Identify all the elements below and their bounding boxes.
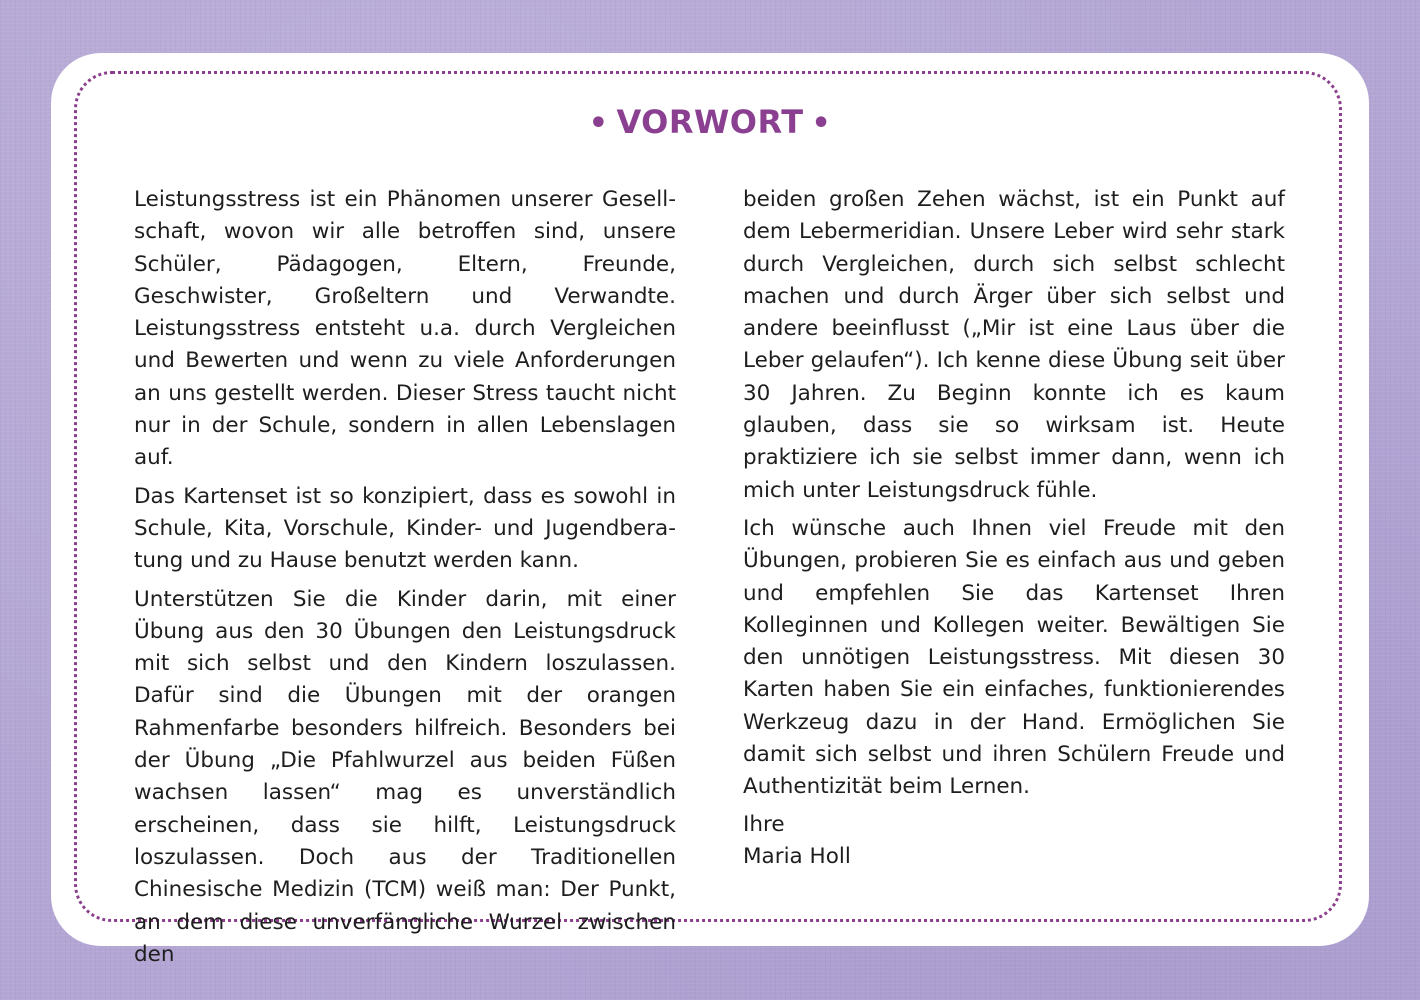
left-text-column bbox=[134, 184, 676, 977]
paragraph: beiden großen Zehen wächst, ist ein Punkt auf dem Lebermeridian. Unsere Leber wird sehr stark durch Vergleichen, durch sich selbst schlecht machen und durch Ärger über sich selbst und andere beeinflusst („Mir ist eine Laus über die Leber gelaufen“). Ich kenne diese Übung seit über 30 Jahren. Zu Beginn konnte ich es kaum glauben, dass sie so wirksam ist. Heute praktiziere ich sie selbst immer dann, wenn ich mich unter Leistungsdruck fühle. bbox=[743, 187, 1285, 503]
signature-closing: Ihre bbox=[743, 812, 785, 837]
signature-name: Maria Holl bbox=[743, 844, 851, 870]
bullet-right-icon: • bbox=[811, 106, 832, 141]
title-text: VORWORT bbox=[616, 103, 804, 141]
paragraph: Unterstützen Sie die Kinder darin, mit einer Übung aus den 30 Übungen den Leistungsdruck mit sich selbst und den Kindern loszulassen. Dafür sind die Übungen mit der orangen Rahmenfarbe besonders hilfreich. Besonders bei der Übung „Die Pfahlwurzel aus beiden Füßen wachsen lassen“ mag es unverständlich erscheinen, dass sie hilft, Leistungsdruck loszulassen. Doch aus der Traditionellen Chinesische Medizin (TCM) weiß man: Der Punkt, an dem diese unverfängliche Wurzel zwischen den bbox=[134, 586, 676, 967]
page-title bbox=[51, 103, 1369, 141]
signature-block bbox=[743, 809, 851, 874]
paragraph: Leistungsstress ist ein Phänomen unserer Gesellschaft, wovon wir alle betroffen sind, unsere Schüler, Pädagogen, Eltern, Freunde, Geschwister, Großeltern und Verwandte. Leistungsstress entsteht u.a. durch Vergleichen und Bewerten und wenn zu viele Anforderungen an uns gestellt werden. Dieser Stress taucht nicht nur in der Schule, sondern in allen Lebenslagen auf. bbox=[134, 187, 676, 471]
paragraph: Ich wünsche auch Ihnen viel Freude mit den Übungen, probieren Sie es einfach aus und geben und empfehlen Sie das Kartenset Ihren Kolleginnen und Kollegen weiter. Bewältigen Sie den unnötigen Leistungsstress. Mit diesen 30 Karten haben Sie ein einfaches, funktionierendes Werkzeug dazu in der Hand. Ermöglichen Sie damit sich selbst und ihren Schülern Freude und Authentizität beim Lernen. bbox=[743, 515, 1285, 800]
right-text-column bbox=[743, 184, 1285, 810]
paragraph: Das Kartenset ist so konzipiert, dass es sowohl in Schule, Kita, Vorschule, Kinder- und Jugendberatung und zu Hause benutzt werden kann. bbox=[134, 483, 676, 574]
bullet-left-icon: • bbox=[588, 106, 609, 141]
preface-card bbox=[51, 53, 1369, 967]
